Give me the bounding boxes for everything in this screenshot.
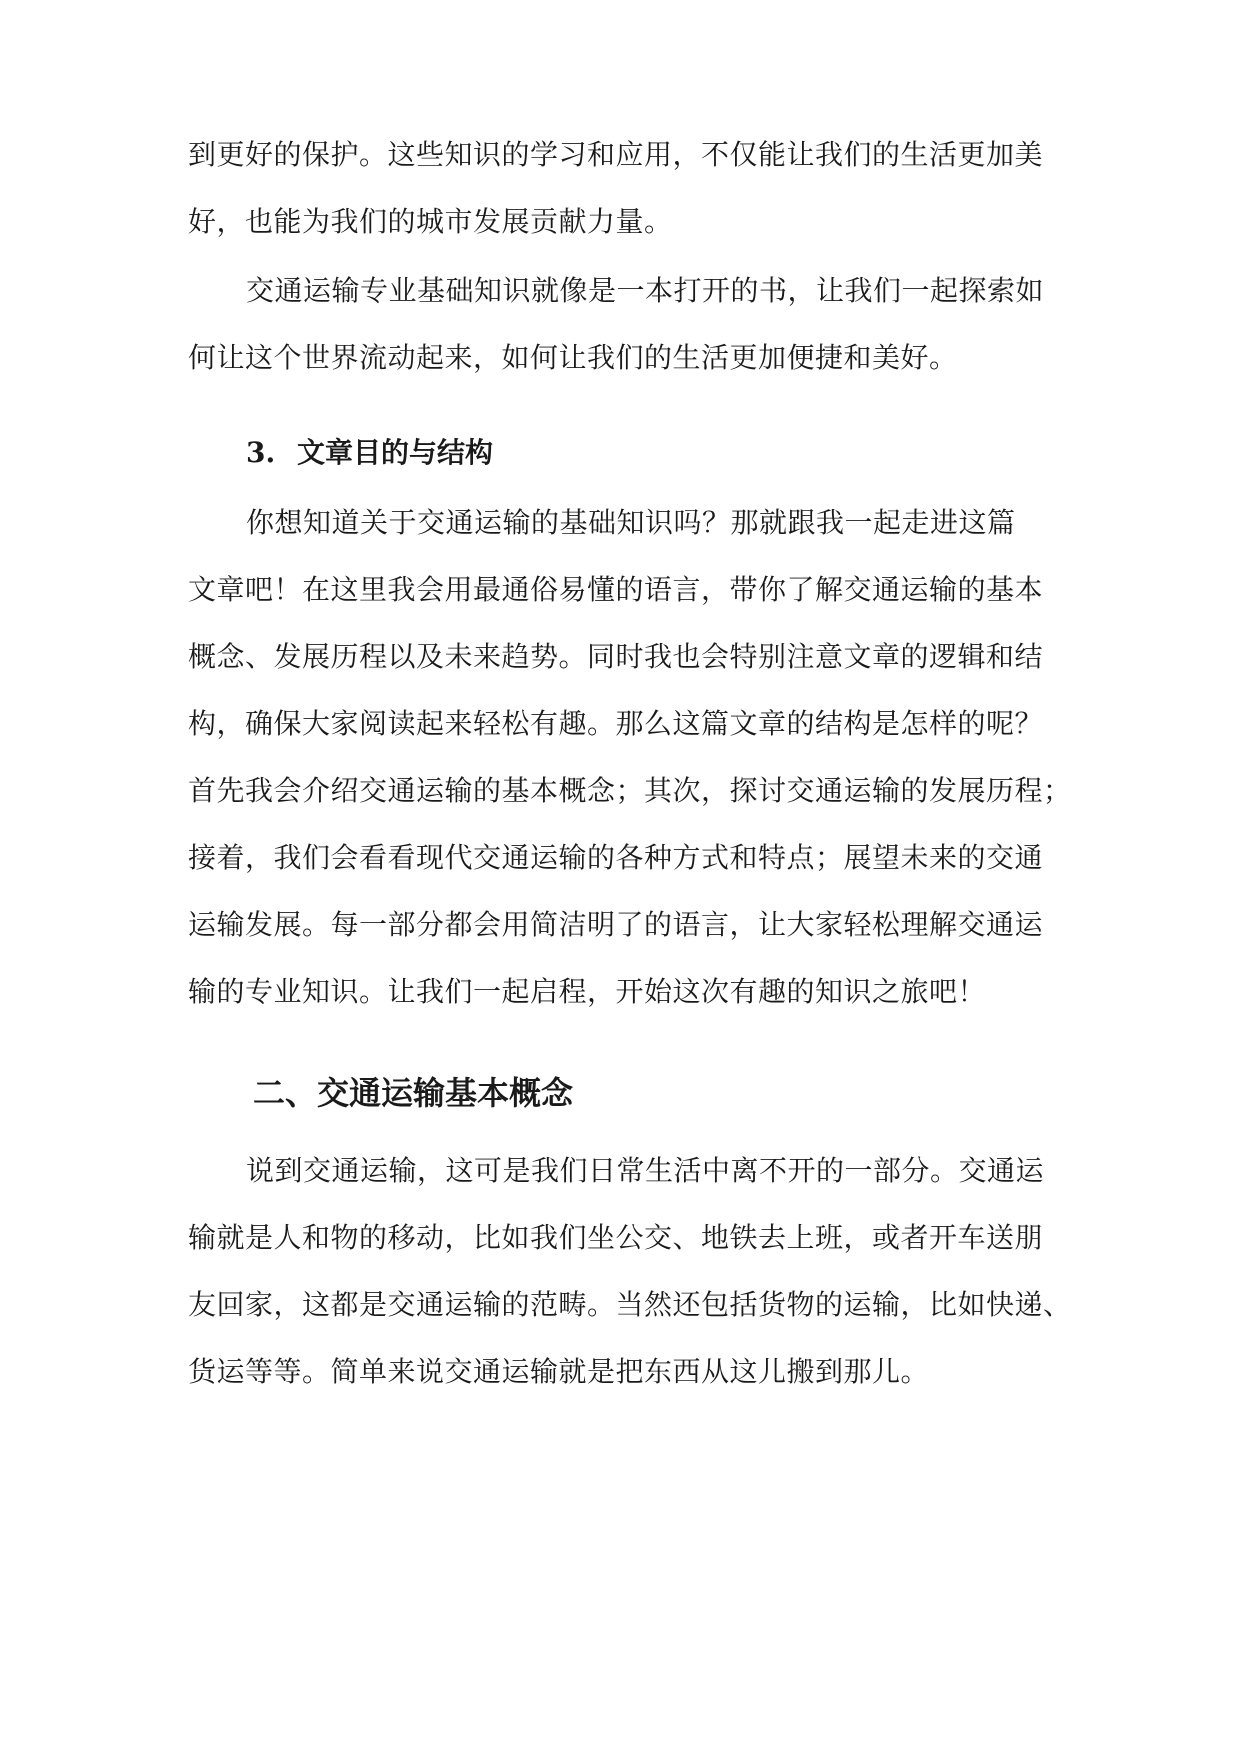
chapter-heading: 二、交通运输基本概念: [253, 1074, 574, 1112]
paragraph-line: 友回家，这都是交通运输的范畴。当然还包括货物的运输，比如快递、: [188, 1288, 1072, 1321]
paragraph-line: 说到交通运输，这可是我们日常生活中离不开的一部分。交通运: [246, 1154, 1045, 1187]
section-title: 文章目的与结构: [296, 436, 493, 469]
paragraph-line: 货运等等。简单来说交通运输就是把东西从这儿搬到那儿。: [188, 1355, 930, 1388]
paragraph-line: 运输发展。每一部分都会用简洁明了的语言，让大家轻松理解交通运: [188, 908, 1044, 941]
paragraph-line: 输就是人和物的移动，比如我们坐公交、地铁去上班，或者开车送朋: [188, 1221, 1044, 1254]
paragraph-line: 文章吧！在这里我会用最通俗易懂的语言，带你了解交通运输的基本: [188, 573, 1044, 606]
section-heading: [246, 433, 493, 473]
paragraph-line: 你想知道关于交通运输的基础知识吗？那就跟我一起走进这篇: [246, 506, 1016, 539]
paragraph-line: 首先我会介绍交通运输的基本概念；其次，探讨交通运输的发展历程；: [188, 774, 1072, 807]
paragraph-line: 概念、发展历程以及未来趋势。同时我也会特别注意文章的逻辑和结: [188, 640, 1044, 673]
document-page: [188, 0, 1072, 1754]
section-number: 3.: [246, 436, 276, 469]
paragraph-line: 到更好的保护。这些知识的学习和应用，不仅能让我们的生活更加美: [188, 138, 1044, 171]
paragraph-line: 好，也能为我们的城市发展贡献力量。: [188, 205, 673, 238]
paragraph-line: 构，确保大家阅读起来轻松有趣。那么这篇文章的结构是怎样的呢？: [188, 707, 1044, 740]
paragraph-line: 何让这个世界流动起来，如何让我们的生活更加便捷和美好。: [188, 341, 958, 374]
paragraph-line: 接着，我们会看看现代交通运输的各种方式和特点；展望未来的交通: [188, 841, 1044, 874]
paragraph-line: 交通运输专业基础知识就像是一本打开的书，让我们一起探索如: [246, 274, 1045, 307]
paragraph-line: 输的专业知识。让我们一起启程，开始这次有趣的知识之旅吧！: [188, 975, 987, 1008]
